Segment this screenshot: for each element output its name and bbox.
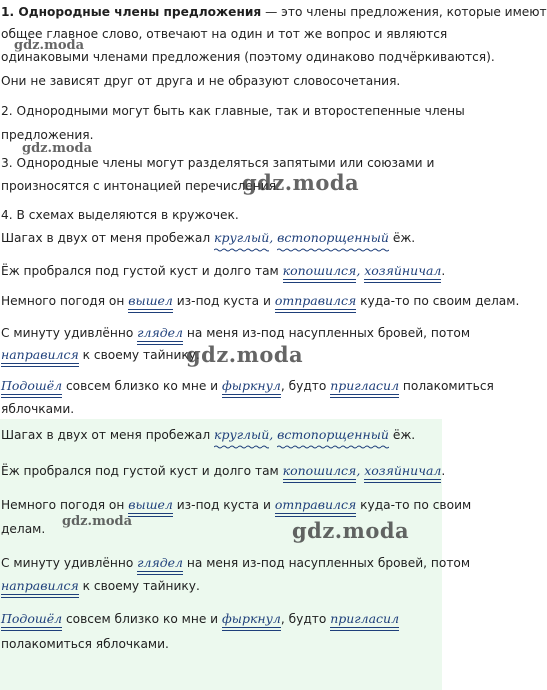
sentence-4-line-1 xyxy=(1,325,470,341)
sentence-text: Ёж пробрался под густой куст и долго там xyxy=(1,264,279,278)
sentence-text: ёж. xyxy=(392,428,416,442)
sentence-text: к своему тайнику. xyxy=(82,348,200,362)
answer-sentence-4-line-1 xyxy=(1,555,470,571)
predicate-word-1: вышел xyxy=(128,293,173,308)
term-bold: Однородные члены предложения xyxy=(18,5,262,19)
predicate-word-1: глядел xyxy=(137,555,184,570)
rule-2-line-1: 2. Однородными могут быть как главные, так и второстепенные члены xyxy=(1,104,465,118)
definition-text: — это члены предложения, которые имеют xyxy=(265,5,547,19)
sentence-text: Ёж пробрался под густой куст и долго там xyxy=(1,464,279,478)
comma: , xyxy=(356,463,361,478)
sentence-5-line-2: яблочками. xyxy=(1,402,75,416)
sentence-text: С минуту удивлённо xyxy=(1,326,134,340)
watermark: gdz.moda xyxy=(242,170,360,195)
rule-1-line-2: общее главное слово, отвечают на один и тот же вопрос и являются xyxy=(1,27,448,41)
watermark: gdz.moda xyxy=(62,514,133,529)
comma: , xyxy=(356,263,361,278)
sentence-text: ёж. xyxy=(392,231,416,245)
sentence-text: Шагах в двух от меня пробежал xyxy=(1,231,211,245)
period: . xyxy=(441,264,446,278)
predicate-word-2: отправился xyxy=(274,293,357,308)
rule-number: 1. xyxy=(1,5,15,19)
sentence-text: куда-то по своим xyxy=(360,498,472,512)
predicate-word-2: направился xyxy=(1,578,79,593)
period: . xyxy=(441,464,446,478)
sentence-2 xyxy=(1,263,445,279)
sentence-text: полакомиться xyxy=(402,379,494,393)
sentence-text: куда-то по своим делам. xyxy=(360,294,520,308)
answer-sentence-2 xyxy=(1,463,445,479)
predicate-word-2: хозяйничал xyxy=(364,263,442,278)
predicate-word-2: фыркнул xyxy=(221,611,281,626)
rule-3-line-1: 3. Однородные члены могут разделяться запятыми или союзами и xyxy=(1,156,435,170)
rule-4-line-1: 4. В схемах выделяются в кружочек. xyxy=(1,208,239,222)
answer-sentence-3-line-2: делам. xyxy=(1,522,46,536)
comma: , xyxy=(269,427,274,442)
predicate-word-1: вышел xyxy=(128,497,173,512)
predicate-word-1: копошился xyxy=(282,263,357,278)
rule-2-line-2: предложения. xyxy=(1,128,94,142)
attribute-word-2: встопорщенный xyxy=(277,427,389,442)
watermark: gdz.moda xyxy=(14,38,85,53)
sentence-text: , будто xyxy=(280,612,327,626)
answer-sentence-3-line-1 xyxy=(1,497,471,513)
answer-sentence-5-line-2: полакомиться яблочками. xyxy=(1,637,169,651)
sentence-text: С минуту удивлённо xyxy=(1,556,134,570)
predicate-word-3: пригласил xyxy=(330,378,400,393)
predicate-word-1: копошился xyxy=(282,463,357,478)
sentence-5-line-1 xyxy=(1,378,494,394)
sentence-text: на меня из-под насупленных бровей, потом xyxy=(186,326,471,340)
rule-1-line-4: Они не зависят друг от друга и не образуют словосочетания. xyxy=(1,74,401,88)
predicate-word-1: глядел xyxy=(137,325,184,340)
attribute-word-2: встопорщенный xyxy=(277,230,389,245)
predicate-word-1: Подошёл xyxy=(1,378,63,393)
attribute-word-1: круглый xyxy=(214,427,270,442)
sentence-text: совсем близко ко мне и xyxy=(65,612,219,626)
sentence-3 xyxy=(1,293,519,309)
watermark: gdz.moda xyxy=(292,518,410,543)
predicate-word-2: направился xyxy=(1,347,79,362)
predicate-word-2: хозяйничал xyxy=(364,463,442,478)
comma: , xyxy=(269,230,274,245)
sentence-text: на меня из-под насупленных бровей, потом xyxy=(186,556,471,570)
rule-1-line-1 xyxy=(1,4,547,20)
rule-1-line-3: одинаковыми членами предложения (поэтому одинаково подчёркиваются). xyxy=(1,50,495,64)
predicate-word-2: фыркнул xyxy=(221,378,281,393)
answer-sentence-5-line-1 xyxy=(1,611,399,627)
answer-sentence-1 xyxy=(1,427,415,443)
predicate-word-3: пригласил xyxy=(330,611,400,626)
sentence-text: Шагах в двух от меня пробежал xyxy=(1,428,211,442)
watermark: gdz.moda xyxy=(186,342,304,367)
watermark: gdz.moda xyxy=(22,141,93,156)
predicate-word-1: Подошёл xyxy=(1,611,63,626)
rule-3-line-2: произносятся с интонацией перечисления. xyxy=(1,179,280,193)
answer-sentence-4-line-2 xyxy=(1,578,200,594)
attribute-word-1: круглый xyxy=(214,230,270,245)
predicate-word-2: отправился xyxy=(274,497,357,512)
sentence-text: к своему тайнику. xyxy=(82,579,200,593)
sentence-text: из-под куста и xyxy=(176,498,271,512)
sentence-4-line-2 xyxy=(1,347,200,363)
sentence-text: , будто xyxy=(280,379,327,393)
sentence-text: совсем близко ко мне и xyxy=(65,379,219,393)
sentence-1 xyxy=(1,230,415,246)
sentence-text: Немного погодя он xyxy=(1,498,125,512)
sentence-text: из-под куста и xyxy=(176,294,271,308)
sentence-text: Немного погодя он xyxy=(1,294,125,308)
